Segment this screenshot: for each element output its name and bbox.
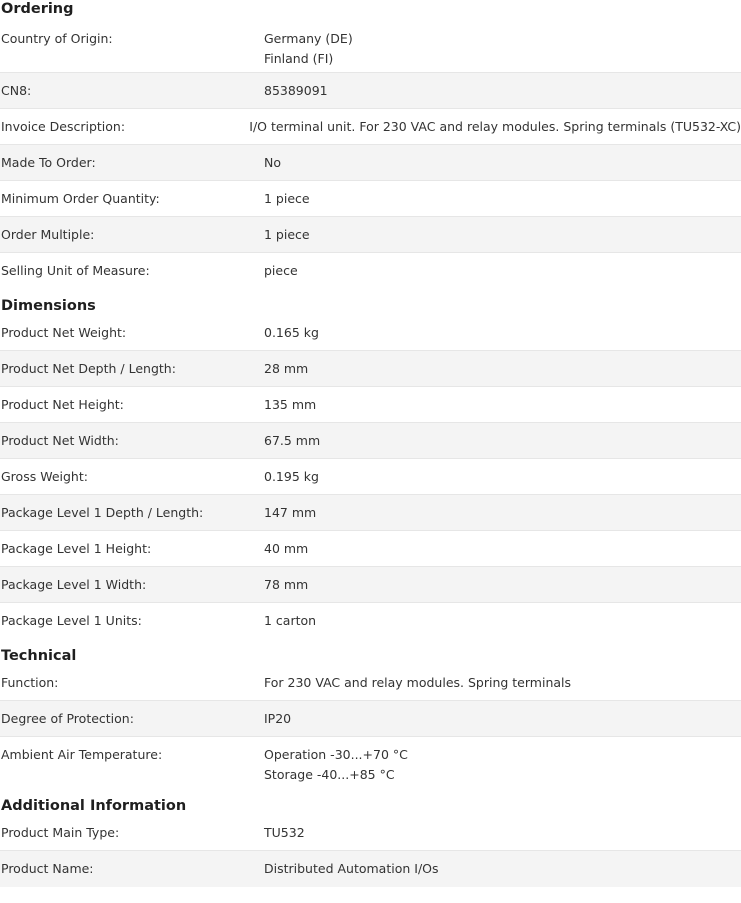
spec-value: For 230 VAC and relay modules. Spring terminals bbox=[264, 675, 572, 690]
spec-label: Minimum Order Quantity: bbox=[1, 191, 160, 206]
spec-value-line: Operation -30...+70 °C bbox=[264, 747, 408, 762]
spec-row-country-of-origin bbox=[0, 29, 741, 73]
spec-value: 28 mm bbox=[264, 361, 309, 376]
spec-label: Product Net Weight: bbox=[1, 325, 127, 340]
spec-value: 147 mm bbox=[264, 505, 317, 520]
spec-label: Product Net Width: bbox=[1, 433, 119, 448]
spec-value: 0.195 kg bbox=[264, 469, 319, 484]
spec-value: 135 mm bbox=[264, 397, 317, 412]
spec-row-package-height bbox=[0, 531, 741, 567]
spec-label: Package Level 1 Units: bbox=[1, 613, 142, 628]
spec-label: CN8: bbox=[1, 83, 32, 98]
spec-value: IP20 bbox=[264, 711, 292, 726]
spec-label: Gross Weight: bbox=[1, 469, 88, 484]
spec-label: Function: bbox=[1, 675, 59, 690]
additional-information-table bbox=[0, 823, 741, 887]
spec-label: Country of Origin: bbox=[1, 31, 113, 46]
spec-value: 85389091 bbox=[264, 83, 328, 98]
spec-label: Package Level 1 Height: bbox=[1, 541, 152, 556]
spec-label: Invoice Description: bbox=[1, 119, 126, 134]
spec-row-order-multiple bbox=[0, 217, 741, 253]
spec-value: piece bbox=[264, 263, 298, 278]
ordering-table bbox=[0, 29, 741, 289]
spec-label: Product Net Depth / Length: bbox=[1, 361, 176, 376]
section-title-ordering: Ordering bbox=[1, 1, 74, 17]
spec-value: 0.165 kg bbox=[264, 325, 319, 340]
spec-row-invoice-description bbox=[0, 109, 741, 145]
spec-row-made-to-order bbox=[0, 145, 741, 181]
spec-value bbox=[264, 29, 741, 69]
spec-row-function bbox=[0, 673, 741, 701]
spec-value-line: Storage -40...+85 °C bbox=[264, 767, 395, 782]
spec-value: 78 mm bbox=[264, 577, 309, 592]
spec-row-net-height bbox=[0, 387, 741, 423]
spec-value: I/O terminal unit. For 230 VAC and relay modules. Spring terminals (TU532-XC) bbox=[249, 119, 741, 134]
spec-row-net-width bbox=[0, 423, 741, 459]
spec-row-cn8 bbox=[0, 73, 741, 109]
spec-label: Made To Order: bbox=[1, 155, 96, 170]
spec-label: Package Level 1 Width: bbox=[1, 577, 147, 592]
spec-row-degree-of-protection bbox=[0, 701, 741, 737]
spec-label: Product Main Type: bbox=[1, 825, 120, 840]
spec-value: TU532 bbox=[264, 825, 305, 840]
spec-label: Order Multiple: bbox=[1, 227, 95, 242]
section-title-additional-information: Additional Information bbox=[1, 798, 187, 814]
spec-value bbox=[264, 745, 741, 785]
spec-label: Ambient Air Temperature: bbox=[1, 747, 163, 762]
section-title-technical: Technical bbox=[1, 648, 77, 664]
spec-row-package-units bbox=[0, 603, 741, 639]
spec-value: 40 mm bbox=[264, 541, 309, 556]
spec-value: 1 piece bbox=[264, 191, 310, 206]
section-title-dimensions: Dimensions bbox=[1, 298, 96, 314]
spec-row-net-weight bbox=[0, 323, 741, 351]
spec-row-product-main-type bbox=[0, 823, 741, 851]
spec-value-line: Germany (DE) bbox=[264, 31, 353, 46]
spec-row-net-depth bbox=[0, 351, 741, 387]
spec-label: Degree of Protection: bbox=[1, 711, 134, 726]
spec-row-gross-weight bbox=[0, 459, 741, 495]
spec-value: 67.5 mm bbox=[264, 433, 321, 448]
spec-row-selling-unit bbox=[0, 253, 741, 289]
spec-value: 1 piece bbox=[264, 227, 310, 242]
technical-table bbox=[0, 673, 741, 789]
spec-row-minimum-order-quantity bbox=[0, 181, 741, 217]
spec-label: Selling Unit of Measure: bbox=[1, 263, 150, 278]
spec-label: Product Net Height: bbox=[1, 397, 124, 412]
spec-value: 1 carton bbox=[264, 613, 317, 628]
spec-value: No bbox=[264, 155, 281, 170]
spec-label: Package Level 1 Depth / Length: bbox=[1, 505, 204, 520]
spec-row-package-depth bbox=[0, 495, 741, 531]
spec-label: Product Name: bbox=[1, 861, 94, 876]
spec-value-line: Finland (FI) bbox=[264, 51, 334, 66]
dimensions-table bbox=[0, 323, 741, 639]
spec-row-package-width bbox=[0, 567, 741, 603]
spec-value: Distributed Automation I/Os bbox=[264, 861, 439, 876]
spec-row-product-name bbox=[0, 851, 741, 887]
spec-row-ambient-air-temperature bbox=[0, 737, 741, 789]
